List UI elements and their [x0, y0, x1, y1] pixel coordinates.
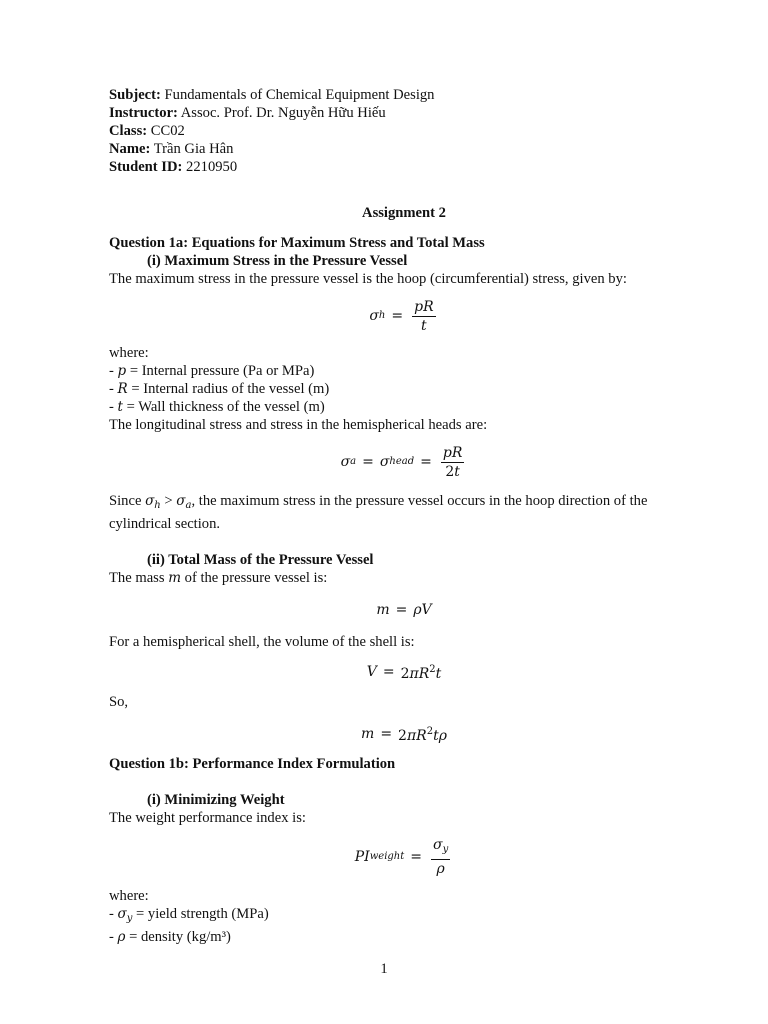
mass-equation: m = ρV	[376, 602, 432, 618]
total-mass-equation: m = $2\pi R^2t\rho$	[361, 726, 447, 744]
def-sigma-y: - $\sigma_y$ = yield strength (MPa)	[109, 906, 269, 924]
q1b-title: Question 1b: Performance Index Formulation	[109, 756, 396, 772]
q1a-so: So,	[109, 694, 129, 710]
def-R: - R = Internal radius of the vessel (m)	[109, 381, 330, 397]
def-rho: - ρ = density (kg/m³)	[109, 929, 231, 945]
subject-line: Subject: Fundamentals of Chemical Equipment Design	[109, 87, 435, 103]
class-line: Class: CC02	[109, 123, 185, 139]
instructor-line: Instructor: Assoc. Prof. Dr. Nguyễn Hữu Hiếu	[109, 105, 386, 121]
q1a-shell: For a hemispherical shell, the volume of the shell is:	[109, 634, 415, 650]
q1a-mass: The mass m of the pressure vessel is:	[109, 570, 328, 586]
longitudinal-stress-equation: σ a = σ head = $\frac{pR}{2t}$	[340, 444, 463, 480]
q1a-longitudinal: The longitudinal stress and stress in the hemispherical heads are:	[109, 417, 488, 433]
q1b-where: where:	[109, 888, 149, 904]
q1a-section-1-title: (i) Maximum Stress in the Pressure Vessel	[147, 253, 408, 269]
q1a-since: Since $\sigma_h > \sigma_a$, the maximum stress in the pressure vessel occurs in the hoop direction of the	[109, 493, 648, 511]
assignment-title: Assignment 2	[362, 205, 446, 221]
name-line: Name: Trần Gia Hân	[109, 141, 234, 157]
volume-equation: V = $2\pi R^2t$	[366, 664, 442, 682]
student-id-line: Student ID: 2210950	[109, 159, 238, 175]
def-p: - p = Internal pressure (Pa or MPa)	[109, 363, 315, 379]
q1a-where: where:	[109, 345, 149, 361]
q1b-section-1-title: (i) Minimizing Weight	[147, 792, 285, 808]
hoop-stress-equation: σ h = $\frac{pR}{t}$	[369, 298, 434, 334]
performance-index-equation: PI weight = $\frac{\sigma_y}{\rho}$	[354, 837, 449, 877]
def-t: - t = Wall thickness of the vessel (m)	[109, 399, 325, 415]
q1b-intro: The weight performance index is:	[109, 810, 306, 826]
q1a-since-cont: cylindrical section.	[109, 516, 221, 532]
q1a-title: Question 1a: Equations for Maximum Stress and Total Mass	[109, 235, 485, 251]
page-number: 1	[380, 961, 388, 977]
q1a-section-2-title: (ii) Total Mass of the Pressure Vessel	[147, 552, 374, 568]
q1a-intro: The maximum stress in the pressure vessel is the hoop (circumferential) stress, given by:	[109, 271, 627, 287]
header-block	[109, 86, 699, 176]
document-page	[109, 86, 699, 946]
